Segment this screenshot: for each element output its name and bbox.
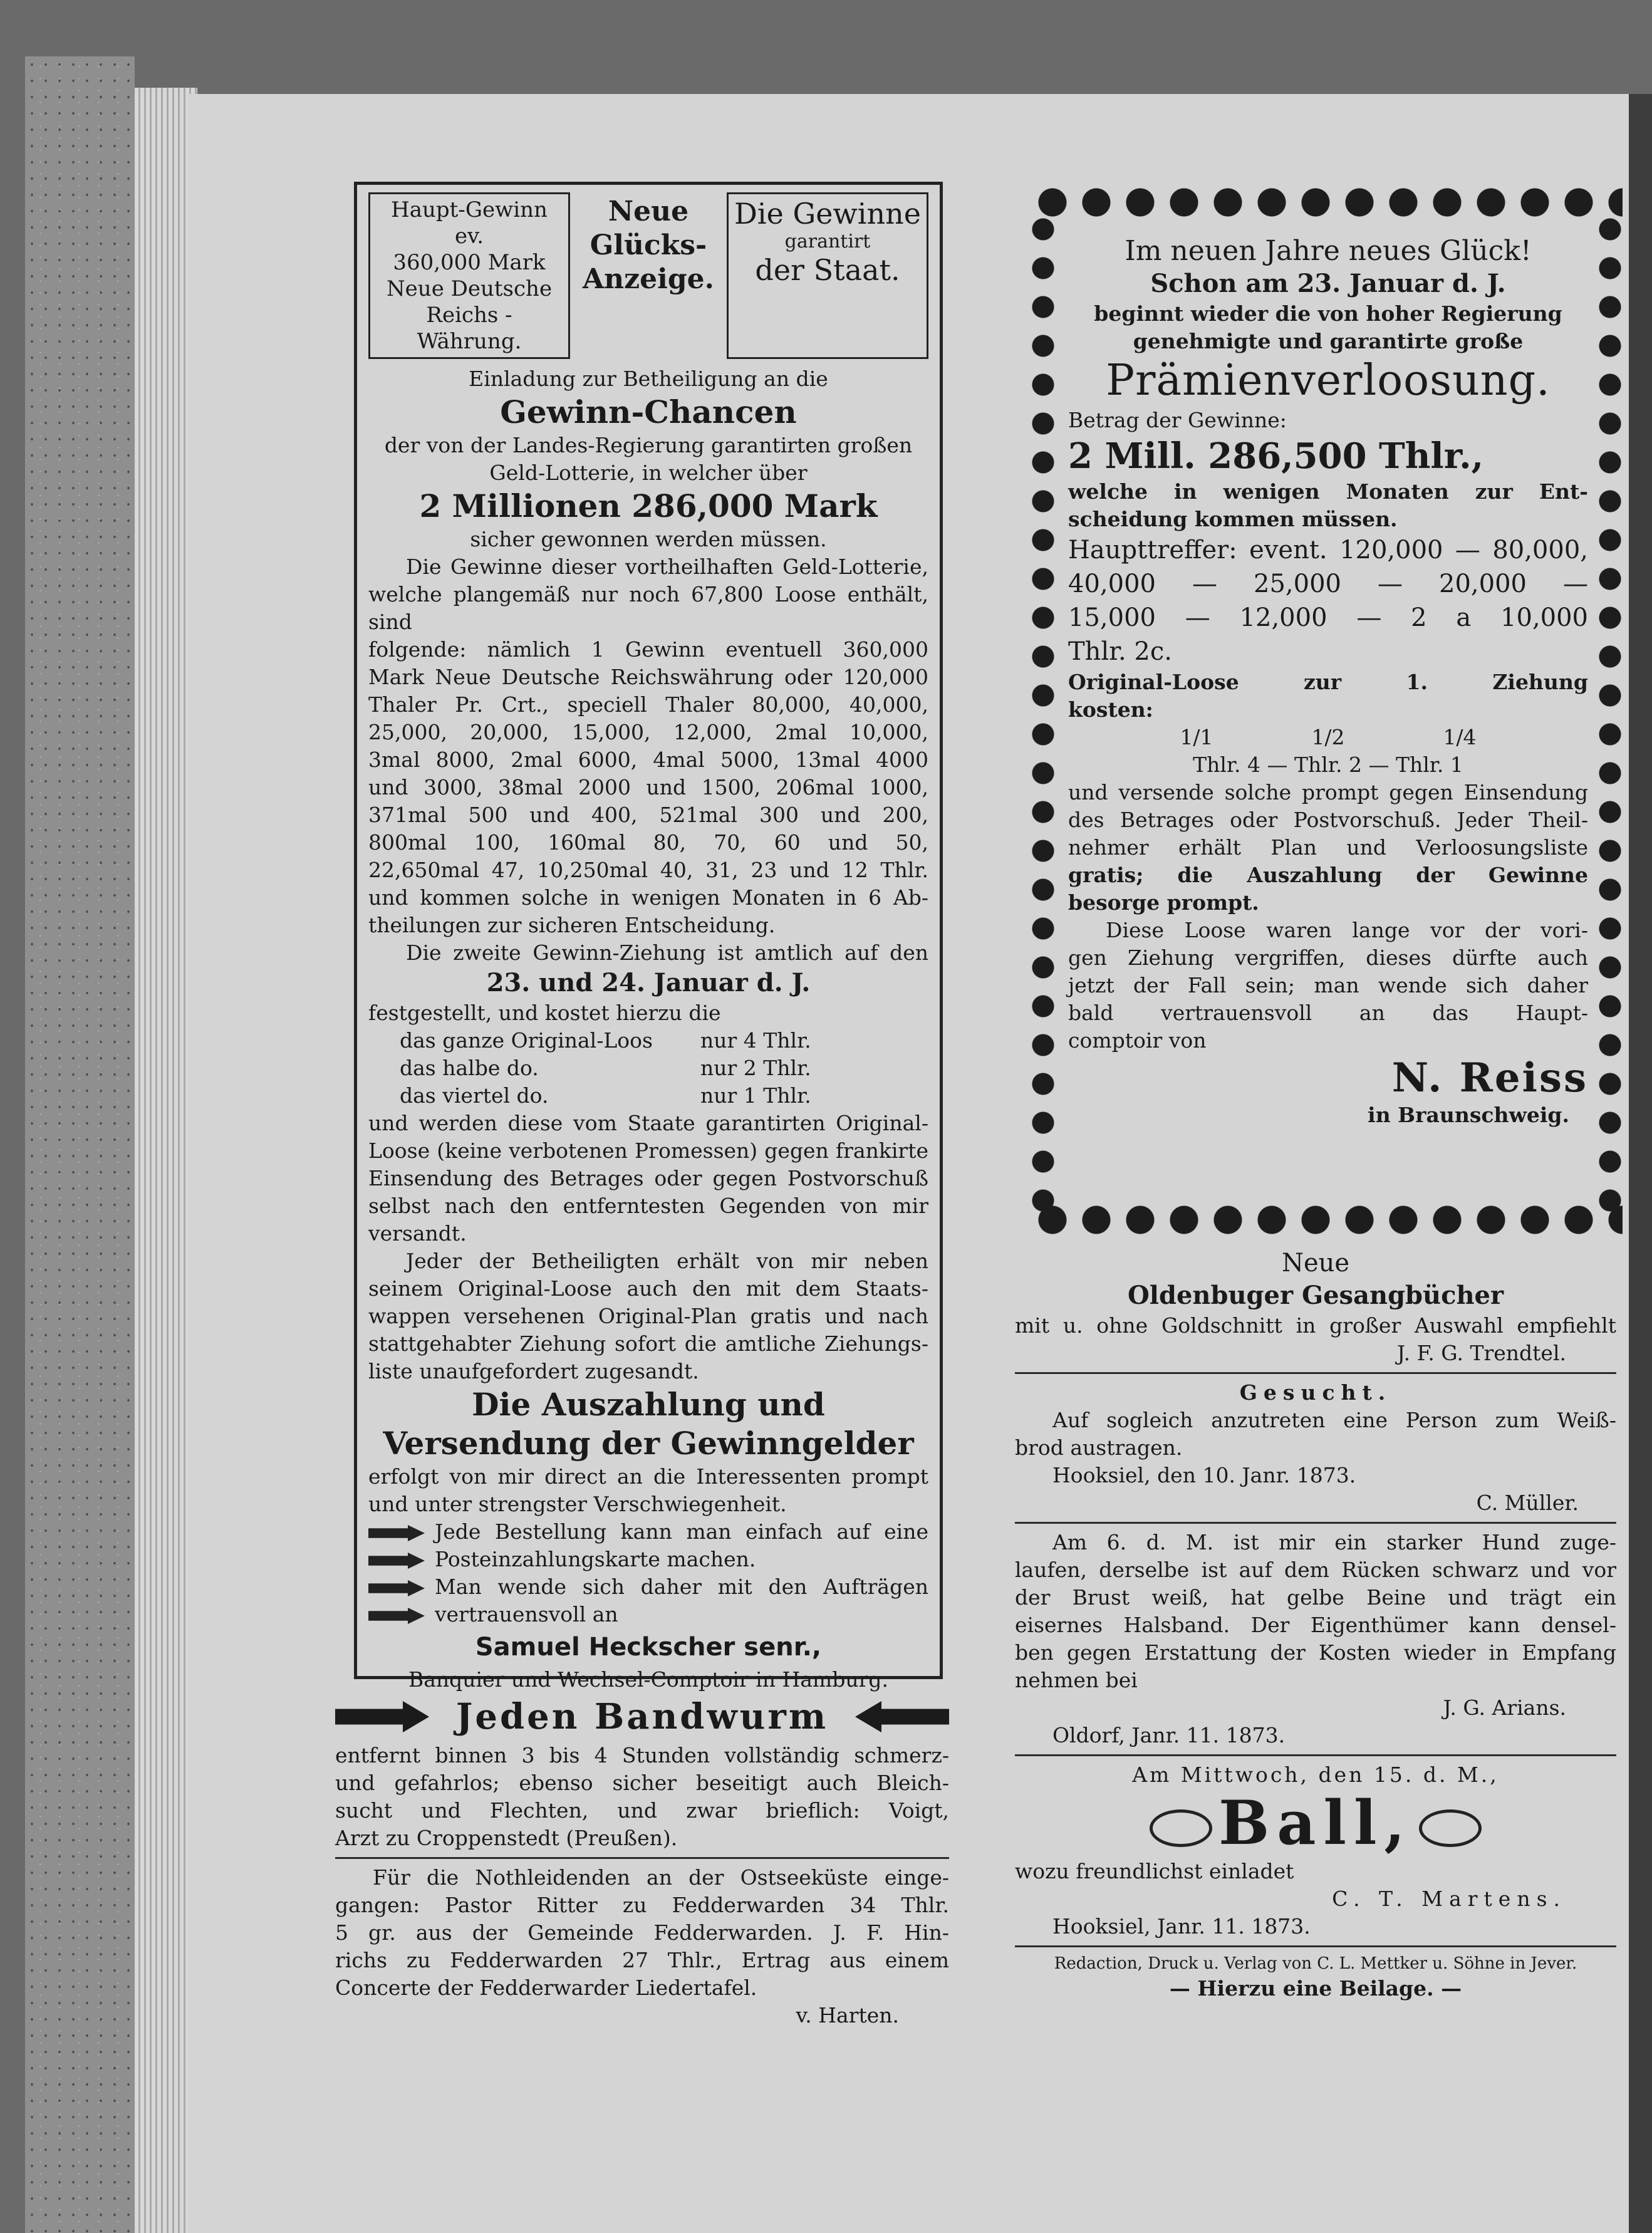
reiss-ad-body xyxy=(1068,235,1588,1129)
header-text: der Staat. xyxy=(755,253,900,287)
text-line: erfolgt von mir direct an die Interessenten prompt xyxy=(368,1464,928,1489)
bandwurm-header xyxy=(335,1692,949,1742)
gesangbuecher-title: Oldenbuger Gesangbücher xyxy=(1127,1281,1504,1310)
signature: v. Harten. xyxy=(796,2003,899,2027)
text-line: 3mal 8000, 2mal 6000, 4mal 5000, 13mal 4000 xyxy=(368,747,928,772)
text-line: jetzt der Fall sein; man wende sich daher xyxy=(1068,973,1588,997)
text-line: festgestellt, und kostet hierzu die xyxy=(368,1001,721,1025)
price-value: nur 1 Thlr. xyxy=(700,1083,811,1108)
text-line: welche plangemäß nur noch 67,800 Loose enthält, sind xyxy=(368,582,928,634)
draw-dates: 23. und 24. Januar d. J. xyxy=(486,968,811,997)
text-line: Diese Loose waren lange vor der vori- xyxy=(1106,918,1588,942)
divider xyxy=(1015,1754,1616,1756)
text-line: welche in wenigen Monaten zur Ent- xyxy=(1068,479,1588,504)
text-line: folgende: nämlich 1 Gewinn eventuell 360,000 xyxy=(368,637,928,662)
advertiser-city: in Braunschweig. xyxy=(1368,1103,1569,1127)
text-line: Haupttreffer: event. 120,000 — 80,000, xyxy=(1068,536,1588,565)
text-line: Jede Bestellung kann man einfach auf eine xyxy=(435,1519,928,1544)
ball-date: Am Mittwoch, den 15. d. M., xyxy=(1132,1762,1499,1787)
text-line: 40,000 — 25,000 — 20,000 — xyxy=(1068,570,1588,598)
book-binding xyxy=(25,56,135,2233)
header-text: Neue Deutsche xyxy=(386,276,553,301)
text-line: Einsendung des Betrages oder gegen Postvorschuß xyxy=(368,1166,928,1190)
text-line: Auf sogleich anzutreten eine Person zum Weiß- xyxy=(1052,1408,1616,1432)
prize-list-paragraph xyxy=(368,553,928,939)
text-line: Am 6. d. M. ist mir ein starker Hund zuge- xyxy=(1052,1530,1616,1554)
prize-total: 2 Mill. 286,500 Thlr., xyxy=(1068,435,1484,477)
header-text: 360,000 Mark xyxy=(393,250,546,275)
signature: J. F. G. Trendtel. xyxy=(1396,1341,1566,1365)
text-line: theilungen zur sicheren Entscheidung. xyxy=(368,913,776,937)
text-line: Arzt zu Croppenstedt (Preußen). xyxy=(335,1826,678,1850)
text-line: 22,650mal 47, 10,250mal 40, 31, 23 und 12 Thlr. xyxy=(368,858,928,882)
text-line: stattgehabter Ziehung sofort die amtliche Ziehungs- xyxy=(368,1331,928,1356)
text-line: nehmer erhält Plan und Verloosungsliste xyxy=(1068,835,1588,860)
text-line: Für die Nothleidenden an der Ostseeküste einge- xyxy=(373,1865,949,1890)
text-line: genehmigte und garantirte große xyxy=(1133,329,1524,353)
text-line: 800mal 100, 160mal 80, 70, 60 und 50, xyxy=(368,830,928,855)
header-text: garantirt xyxy=(784,231,871,252)
text-line: beginnt wieder die von hoher Regierung xyxy=(1094,301,1562,326)
text-line: sicher gewonnen werden müssen. xyxy=(470,527,827,551)
bandwurm-advertisement xyxy=(335,1692,949,2068)
price-row xyxy=(400,1082,928,1110)
pointing-hand-icon xyxy=(368,1608,425,1624)
text-line: Geld-Lotterie, in welcher über xyxy=(489,461,808,485)
text-line: nehmen bei xyxy=(1015,1668,1138,1692)
divider xyxy=(335,1857,949,1859)
text-line: mit u. ohne Goldschnitt in großer Auswahl empfiehlt xyxy=(1015,1313,1616,1338)
text-line: entfernt binnen 3 bis 4 Stunden vollständig schmerz- xyxy=(335,1743,949,1767)
ball-heading-row xyxy=(1015,1789,1616,1858)
text-line: Thlr. 2c. xyxy=(1068,637,1172,666)
reiss-heading: Im neuen Jahre neues Glück! xyxy=(1125,235,1532,267)
divider xyxy=(1015,1372,1616,1374)
text-line: 371mal 500 und 400, 521mal 300 und 200, xyxy=(368,803,928,827)
text-line: sucht und Flechten, und zwar brieflich: Voigt, xyxy=(335,1798,949,1823)
header-text: Glücks- xyxy=(590,229,707,261)
bandwurm-title: Jeden Bandwurm xyxy=(455,1696,829,1737)
text-line: Man wende sich daher mit den Aufträgen xyxy=(435,1575,928,1599)
text-line: brod austragen. xyxy=(1015,1435,1183,1460)
beilage-line: — Hierzu eine Beilage. — xyxy=(1169,1976,1462,2001)
divider xyxy=(1015,1945,1616,1947)
text-line: wozu freundlichst einladet xyxy=(1015,1859,1294,1883)
text-line: 25,000, 20,000, 15,000, 12,000, 2mal 10,000, xyxy=(368,720,928,744)
header-box-gluecks-anzeige xyxy=(574,192,722,359)
text-line: der von der Landes-Regierung garantirten großen xyxy=(384,433,913,457)
invitation-line: Einladung zur Betheiligung an die xyxy=(469,367,828,391)
fraction-row xyxy=(1068,724,1588,751)
fraction: 1/2 xyxy=(1311,725,1345,749)
scalloped-border xyxy=(1031,185,1623,220)
text-line: versandt. xyxy=(368,1221,467,1246)
place-date: Hooksiel, den 10. Janr. 1873. xyxy=(1052,1463,1356,1487)
pointing-hand-icon xyxy=(368,1580,425,1596)
text-line: laufen, derselbe ist auf dem Rücken schwarz und vor xyxy=(1015,1558,1616,1582)
text-line: Betrag der Gewinne: xyxy=(1068,408,1287,432)
text-line: wappen versehenen Original-Plan gratis und nach xyxy=(368,1304,928,1328)
text-line: und gefahrlos; ebenso sicher beseitigt auch Bleich- xyxy=(335,1771,949,1795)
fraction: 1/1 xyxy=(1180,725,1213,749)
text-line: kosten: xyxy=(1068,697,1153,722)
text-line: des Betrages oder Postvorschuß. Jeder Theil- xyxy=(1068,808,1588,832)
ad-header-row xyxy=(368,192,928,359)
advertiser-business: Banquier und Wechsel-Comptoir in Hamburg. xyxy=(408,1667,888,1692)
flourish-ornament-icon xyxy=(1150,1809,1212,1847)
price-row xyxy=(400,1027,928,1054)
imprint-line: Redaction, Druck u. Verlag von C. L. Mettker u. Söhne in Jever. xyxy=(1054,1954,1577,1973)
advertiser-name: Samuel Heckscher senr., xyxy=(475,1633,822,1662)
gewinn-chancen-heading: Gewinn-Chancen xyxy=(500,393,797,430)
header-box-gewinne-garantirt xyxy=(727,192,928,359)
text-line: besorge prompt. xyxy=(1068,890,1259,915)
gesang-neue: Neue xyxy=(1281,1249,1350,1278)
text-line: und 3000, 38mal 2000 und 1500, 206mal 1000, xyxy=(368,775,928,799)
text-line: 5 gr. aus der Gemeinde Fedderwarden. J. F. Hin- xyxy=(335,1920,949,1945)
scalloped-border xyxy=(1031,210,1056,1212)
text-line: selbst nach den entferntesten Gegenden von mir xyxy=(368,1194,928,1218)
page-shadow xyxy=(1629,94,1652,2233)
text-line: ben gegen Erstattung der Kosten wieder in Empfang xyxy=(1015,1640,1616,1665)
text-line: Thaler Pr. Crt., speciell Thaler 80,000, 40,000, xyxy=(368,692,928,717)
pointing-hand-icon xyxy=(855,1701,949,1732)
text-line: Mark Neue Deutsche Reichswährung oder 120,000 xyxy=(368,665,928,689)
lottery-advertisement-reiss xyxy=(1031,185,1623,1237)
text-line: Jeder der Betheiligten erhält von mir neben xyxy=(406,1249,928,1273)
fraction: 1/4 xyxy=(1443,725,1477,749)
scalloped-border xyxy=(1597,210,1623,1212)
place-date: Hooksiel, Janr. 11. 1873. xyxy=(1052,1914,1311,1939)
header-box-haupt-gewinn xyxy=(368,192,570,359)
text-line: gen Ziehung vergriffen, dieses dürfte auch xyxy=(1068,945,1588,970)
price-value: nur 4 Thlr. xyxy=(700,1028,811,1053)
pointing-hand-icon xyxy=(368,1553,425,1569)
right-column-notices xyxy=(1015,1247,1616,2002)
praemienverloosung-heading: Prämienverloosung. xyxy=(1106,356,1551,405)
text-line: 15,000 — 12,000 — 2 a 10,000 xyxy=(1068,603,1588,632)
text-line: gratis; die Auszahlung der Gewinne xyxy=(1068,863,1588,887)
flourish-ornament-icon xyxy=(1419,1809,1482,1847)
text-line: richs zu Fedderwarden 27 Thlr., Ertrag aus einem xyxy=(335,1948,949,1972)
ball-title: Ball, xyxy=(1218,1788,1413,1858)
header-text: Haupt-Gewinn ev. xyxy=(391,197,548,249)
pointing-hand-icon xyxy=(368,1525,425,1541)
price-label: das viertel do. xyxy=(400,1083,549,1108)
text-line: comptoir von xyxy=(1068,1028,1207,1053)
text-line: Concerte der Fedderwarder Liedertafel. xyxy=(335,1975,757,2000)
signature: C. T. Martens. xyxy=(1332,1887,1566,1911)
signature: J. G. Arians. xyxy=(1443,1695,1566,1720)
text-line: bald vertrauensvoll an das Haupt- xyxy=(1068,1001,1588,1025)
scalloped-border xyxy=(1031,1202,1623,1237)
text-line: und unter strengster Verschwiegenheit. xyxy=(368,1492,787,1516)
text-line: und versende solche prompt gegen Einsendung xyxy=(1068,780,1588,804)
header-text: Reichs - Währung. xyxy=(417,303,522,354)
pointing-hand-icon xyxy=(335,1701,429,1732)
text-line: vertrauensvoll an xyxy=(435,1602,618,1627)
header-text: Die Gewinne xyxy=(734,197,921,231)
text-line: und werden diese vom Staate garantirten Original- xyxy=(368,1111,928,1135)
text-line: gangen: Pastor Ritter zu Fedderwarden 34 Thlr. xyxy=(335,1893,949,1917)
text-line: seinem Original-Loose auch den mit dem Staats- xyxy=(368,1276,928,1301)
versendung-heading: Versendung der Gewinngelder xyxy=(383,1425,914,1462)
advertiser-name: N. Reiss xyxy=(1391,1054,1588,1101)
text-line: Posteinzahlungskarte machen. xyxy=(435,1547,756,1571)
text-line: der Brust weiß, hat gelbe Beine und trägt ein xyxy=(1015,1585,1616,1610)
price-label: das halbe do. xyxy=(400,1056,539,1080)
gesucht-title: Gesucht. xyxy=(1239,1380,1392,1405)
text-line: scheidung kommen müssen. xyxy=(1068,507,1398,531)
reiss-date: Schon am 23. Januar d. J. xyxy=(1150,269,1506,298)
text-line: Die Gewinne dieser vortheilhaften Geld-Lotterie, xyxy=(406,554,928,579)
text-line: eisernes Halsband. Der Eigenthümer kann densel- xyxy=(1015,1613,1616,1637)
divider xyxy=(1015,1522,1616,1524)
millionen-heading: 2 Millionen 286,000 Mark xyxy=(419,487,878,524)
auszahlung-heading: Die Auszahlung und xyxy=(472,1386,825,1423)
price-row xyxy=(400,1054,928,1082)
text-line: Loose (keine verbotenen Promessen) gegen frankirte xyxy=(368,1138,928,1163)
price-value: nur 2 Thlr. xyxy=(700,1056,811,1080)
place-date: Oldorf, Janr. 11. 1873. xyxy=(1052,1723,1286,1747)
price-label: das ganze Original-Loos xyxy=(400,1028,653,1053)
text-line: und kommen solche in wenigen Monaten in 6 Ab- xyxy=(368,885,928,910)
signature: C. Müller. xyxy=(1476,1491,1579,1515)
fraction-prices: Thlr. 4 — Thlr. 2 — Thlr. 1 xyxy=(1193,752,1463,777)
text-line: liste unaufgefordert zugesandt. xyxy=(368,1359,699,1383)
header-text: Neue xyxy=(608,195,689,227)
text-line: Original-Loose zur 1. Ziehung xyxy=(1068,670,1588,694)
lottery-advertisement-heckscher xyxy=(354,182,943,1692)
header-text: Anzeige. xyxy=(583,263,714,295)
text-line: Die zweite Gewinn-Ziehung ist amtlich auf den xyxy=(406,940,928,965)
price-table xyxy=(368,1027,928,1110)
